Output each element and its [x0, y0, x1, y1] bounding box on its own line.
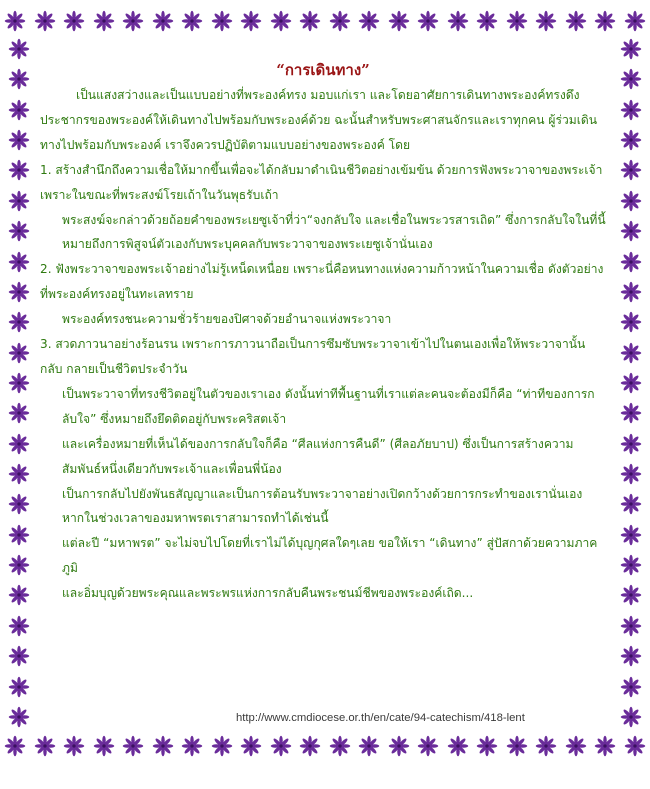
purple-flower-icon	[535, 735, 557, 757]
purple-flower-icon	[8, 311, 30, 333]
purple-flower-icon	[8, 706, 30, 728]
purple-flower-icon	[535, 10, 557, 32]
purple-flower-icon	[8, 463, 30, 485]
purple-flower-icon	[329, 735, 351, 757]
purple-flower-icon	[506, 10, 528, 32]
purple-flower-icon	[8, 38, 30, 60]
purple-flower-icon	[63, 10, 85, 32]
purple-flower-icon	[299, 735, 321, 757]
purple-flower-icon	[620, 68, 642, 90]
point-2-detail: พระองค์ทรงชนะความชั่วร้ายของปิศาจด้วยอำนาจแห่งพระวาจา	[62, 312, 392, 327]
purple-flower-icon	[620, 676, 642, 698]
purple-flower-icon	[122, 735, 144, 757]
purple-flower-icon	[594, 735, 616, 757]
purple-flower-icon	[8, 99, 30, 121]
purple-flower-icon	[620, 463, 642, 485]
purple-flower-icon	[8, 584, 30, 606]
purple-flower-icon	[620, 251, 642, 273]
purple-flower-icon	[8, 493, 30, 515]
purple-flower-icon	[358, 10, 380, 32]
purple-flower-icon	[620, 584, 642, 606]
purple-flower-icon	[34, 10, 56, 32]
purple-flower-icon	[8, 281, 30, 303]
top-border	[4, 6, 646, 36]
purple-flower-icon	[620, 433, 642, 455]
purple-flower-icon	[620, 706, 642, 728]
purple-flower-icon	[270, 735, 292, 757]
purple-flower-icon	[8, 159, 30, 181]
purple-flower-icon	[594, 10, 616, 32]
purple-flower-icon	[270, 10, 292, 32]
purple-flower-icon	[63, 735, 85, 757]
purple-flower-icon	[620, 615, 642, 637]
purple-flower-icon	[34, 735, 56, 757]
bottom-border	[4, 731, 646, 761]
purple-flower-icon	[240, 10, 262, 32]
purple-flower-icon	[620, 99, 642, 121]
purple-flower-icon	[506, 735, 528, 757]
point-1: 1. สร้างสำนึกถึงความเชื่อให้มากขึ้นเพื่อจะได้กลับมาดำเนินชีวิตอย่างเข้มข้น ด้วยการฟังพระวาจาของพระเจ้า เพราะในขณะที่พระสงฆ์โรยเถ้าในวันพุธรับเถ้า	[40, 162, 603, 202]
source-link[interactable]: http://www.cmdiocese.or.th/en/cate/94-catechism/418-lent	[236, 712, 525, 724]
purple-flower-icon	[620, 129, 642, 151]
purple-flower-icon	[240, 735, 262, 757]
purple-flower-icon	[8, 190, 30, 212]
purple-flower-icon	[388, 10, 410, 32]
left-border	[4, 38, 34, 728]
purple-flower-icon	[211, 735, 233, 757]
point-3: 3. สวดภาวนาอย่างร้อนรน เพราะการภาวนาถือเป็นการซึมซับพระวาจาเข้าไปในตนเองเพื่อให้พระวาจานั้นกลับ กลายเป็นชีวิตประจำวัน	[40, 337, 586, 376]
purple-flower-icon	[620, 311, 642, 333]
purple-flower-icon	[417, 10, 439, 32]
purple-flower-icon	[152, 735, 174, 757]
purple-flower-icon	[8, 554, 30, 576]
purple-flower-icon	[8, 220, 30, 242]
intro-paragraph: เป็นแสงสว่างและเป็นแบบอย่างที่พระองค์ทรง มอบแก่เรา และโดยอาศัยการเดินทางพระองค์ทรงดึงประชากรของพระองค์ให้เดินทางไปพร้อมกับพระองค์ด้วย ฉะนั้นสำหรับพระศาสนจักรและเราทุกคน ผู้ร่วมเดินทางไปพร้อมกับพระองค์ เราจึงควรปฏิบัติตามแบบอย่างของพระองค์ โดย	[40, 88, 597, 152]
purple-flower-icon	[620, 645, 642, 667]
purple-flower-icon	[620, 159, 642, 181]
purple-flower-icon	[620, 493, 642, 515]
reconciliation-paragraph: และเครื่องหมายที่เห็นได้ของการกลับใจก็คือ “ศีลแห่งการคืนดี” (ศีลอภัยบาป) ซึ่งเป็นการสร้างความสัมพันธ์หนึ่งเดียวกับพระเจ้าและเพื่อนพี่น้อง	[62, 436, 574, 476]
purple-flower-icon	[358, 735, 380, 757]
purple-flower-icon	[8, 645, 30, 667]
purple-flower-icon	[8, 676, 30, 698]
point-1-quote: พระสงฆ์จะกล่าวด้วยถ้อยคำของพระเยซูเจ้าที่ว่า“จงกลับใจ และเชื่อในพระวรสารเถิด” ซึ่งการกลับใจในที่นี้	[62, 212, 606, 227]
purple-flower-icon	[620, 190, 642, 212]
purple-flower-icon	[8, 68, 30, 90]
purple-flower-icon	[93, 735, 115, 757]
purple-flower-icon	[620, 554, 642, 576]
purple-flower-icon	[417, 735, 439, 757]
purple-flower-icon	[620, 38, 642, 60]
purple-flower-icon	[447, 10, 469, 32]
purple-flower-icon	[8, 129, 30, 151]
purple-flower-icon	[8, 372, 30, 394]
purple-flower-icon	[329, 10, 351, 32]
purple-flower-icon	[8, 433, 30, 455]
purple-flower-icon	[93, 10, 115, 32]
purple-flower-icon	[152, 10, 174, 32]
purple-flower-icon	[620, 372, 642, 394]
purple-flower-icon	[4, 10, 26, 32]
point-3-detail: เป็นพระวาจาที่ทรงชีวิตอยู่ในตัวของเราเอง ดังนั้นท่าทีพื้นฐานที่เราแต่ละคนจะต้องมีก็คือ “ท่าทีของการกลับใจ” ซึ่งหมายถึงยึดติดอยู่กับพระคริสตเจ้า	[62, 386, 595, 426]
purple-flower-icon	[624, 735, 646, 757]
purple-flower-icon	[620, 402, 642, 424]
purple-flower-icon	[620, 342, 642, 364]
purple-flower-icon	[181, 735, 203, 757]
purple-flower-icon	[565, 10, 587, 32]
purple-flower-icon	[8, 615, 30, 637]
purple-flower-icon	[122, 10, 144, 32]
purple-flower-icon	[447, 735, 469, 757]
right-border	[616, 38, 646, 728]
point-2: 2. ฟังพระวาจาของพระเจ้าอย่างไม่รู้เหน็ดเหนื่อย เพราะนี่คือหนทางแห่งความก้าวหน้าในความเชื่อ ดังตัวอย่างที่พระองค์ทรงอยู่ในทะเลทราย	[40, 262, 604, 302]
purple-flower-icon	[4, 735, 26, 757]
purple-flower-icon	[388, 735, 410, 757]
purple-flower-icon	[620, 281, 642, 303]
purple-flower-icon	[211, 10, 233, 32]
purple-flower-icon	[8, 402, 30, 424]
covenant-paragraph: เป็นการกลับไปยังพันธสัญญาและเป็นการต้อนรับพระวาจาอย่างเปิดกว้างด้วยการกระทำของเรานั่นเอง หากในช่วงเวลาของมหาพรตเราสามารถทำได้เช่นนี้	[62, 486, 583, 526]
article-body	[40, 58, 606, 728]
purple-flower-icon	[620, 220, 642, 242]
purple-flower-icon	[8, 342, 30, 364]
point-1-meaning: หมายถึงการพิสูจน์ตัวเองกับพระบุคคลกับพระวาจาของพระเยซูเจ้านั่นเอง	[62, 237, 433, 252]
purple-flower-icon	[476, 735, 498, 757]
purple-flower-icon	[476, 10, 498, 32]
purple-flower-icon	[299, 10, 321, 32]
purple-flower-icon	[181, 10, 203, 32]
closing-paragraph: และอิ่มบุญด้วยพระคุณและพระพรแห่งการกลับคืนพระชนม์ชีพของพระองค์เถิด...	[62, 586, 474, 601]
purple-flower-icon	[8, 524, 30, 546]
purple-flower-icon	[620, 524, 642, 546]
purple-flower-icon	[624, 10, 646, 32]
page-title: “การเดินทาง”	[276, 61, 370, 79]
purple-flower-icon	[565, 735, 587, 757]
purple-flower-icon	[8, 251, 30, 273]
lent-paragraph: แต่ละปี “มหาพรต” จะไม่จบไปโดยที่เราไม่ได้บุญกุศลใดๆเลย ขอให้เรา “เดินทาง” สู่ปัสกาด้วยความภาคภูมิ	[62, 536, 598, 576]
